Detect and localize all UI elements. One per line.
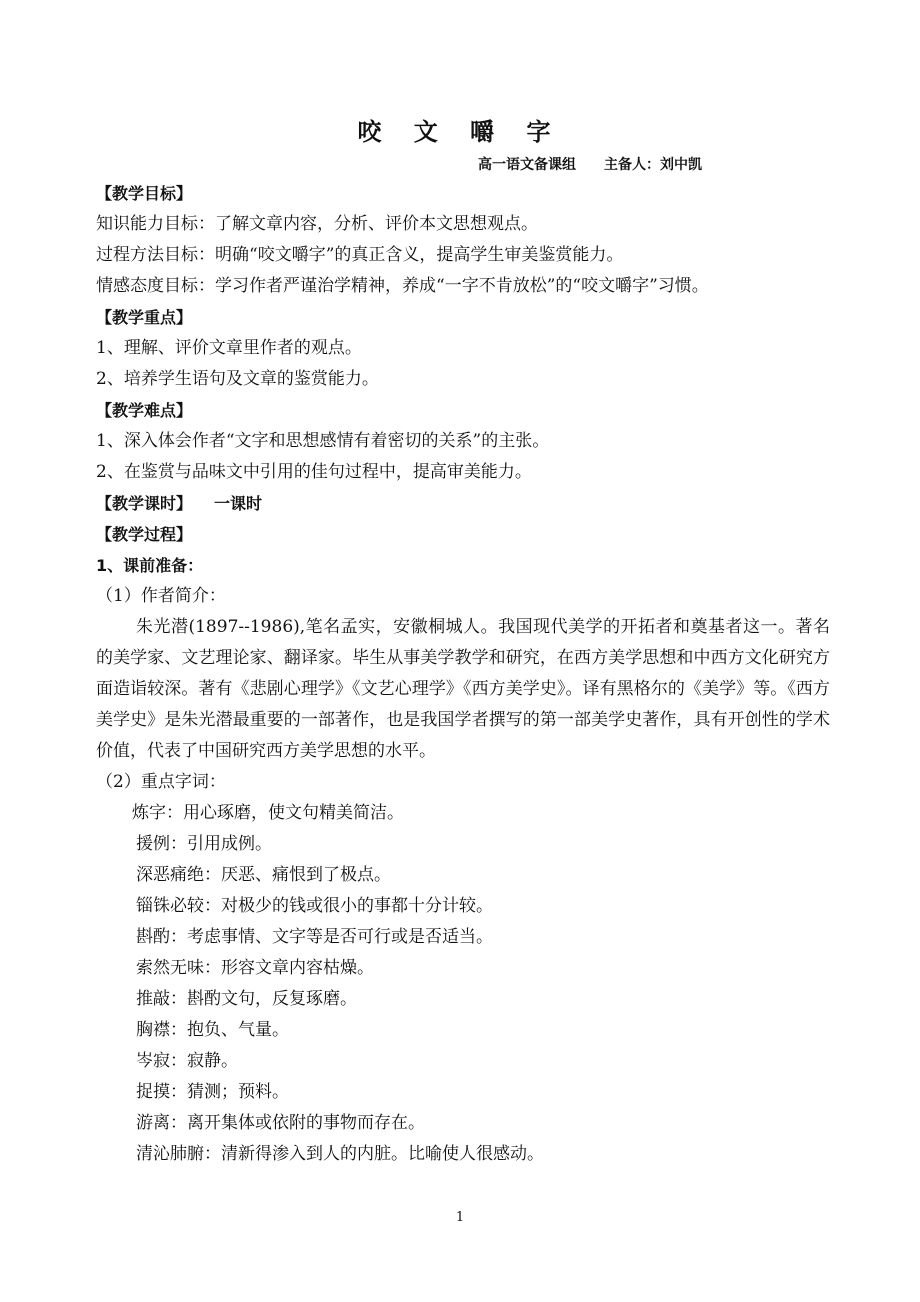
heading-difficulties: 【教学难点】 — [96, 401, 193, 420]
vocab-item: 深恶痛绝：厌恶、痛恨到了极点。 — [136, 865, 391, 885]
document-body — [96, 178, 830, 1170]
byline — [478, 154, 702, 174]
difficulty-item: 2、在鉴赏与品味文中引用的佳句过程中，提高审美能力。 — [96, 462, 532, 482]
byline-group: 高一语文备课组 — [478, 157, 576, 173]
objective-item: 知识能力目标：了解文章内容，分析、评价本文思想观点。 — [96, 214, 538, 234]
difficulty-item: 1、深入体会作者“文字和思想感情有着密切的关系”的主张。 — [96, 431, 550, 451]
vocab-item: 清沁肺腑：清新得渗入到人的内脏。比喻使人很感动。 — [136, 1144, 544, 1164]
vocab-item: 斟酌：考虑事情、文字等是否可行或是否适当。 — [136, 927, 493, 947]
hours-value: 一课时 — [214, 494, 263, 513]
key-point-item: 1、理解、评价文章里作者的观点。 — [96, 338, 362, 358]
heading-key-points: 【教学重点】 — [96, 308, 193, 327]
author-intro-paragraph: 朱光潜(1897--1986),笔名孟实，安徽桐城人。我国现代美学的开拓者和奠基者这一。著名的美学家、文艺理论家、翻译家。毕生从事美学教学和研究，在西方美学思想和中西方文化研究方面造诣较深。著有《悲剧心理学》《文艺心理学》《西方美学史》。译有黑格尔的《美学》等。《西方美学史》是朱光潜最重要的一部著作，也是我国学者撰写的第一部美学史著作，具有开创性的学术价值，代表了中国研究西方美学思想的水平。 — [96, 617, 830, 761]
vocab-item: 锱铢必较：对极少的钱或很小的事都十分计较。 — [136, 896, 493, 916]
heading-process: 【教学过程】 — [96, 525, 193, 544]
hours-label: 【教学课时】 — [96, 494, 193, 513]
process-step-1: 1、课前准备： — [96, 556, 204, 575]
byline-preparer: 主备人：刘中凯 — [604, 157, 702, 173]
heading-objectives: 【教学目标】 — [96, 184, 193, 203]
page-number: 1 — [455, 1210, 465, 1225]
key-point-item: 2、培养学生语句及文章的鉴赏能力。 — [96, 369, 379, 389]
vocab-item: 推敲：斟酌文句，反复琢磨。 — [136, 989, 357, 1009]
vocab-item: 捉摸：猜测；预料。 — [136, 1082, 289, 1102]
objective-item: 过程方法目标：明确“咬文嚼字”的真正含义，提高学生审美鉴赏能力。 — [96, 245, 624, 265]
vocab-item: 炼字：用心琢磨，使文句精美简洁。 — [132, 803, 404, 823]
vocab-item: 索然无味：形容文章内容枯燥。 — [136, 958, 374, 978]
vocab-item: 援例：引用成例。 — [136, 834, 272, 854]
objective-item: 情感态度目标：学习作者严谨治学精神，养成“一字不肯放松”的“咬文嚼字”习惯。 — [96, 276, 709, 296]
author-intro-label: （1）作者简介： — [96, 586, 226, 606]
document-title: 咬 文 嚼 字 — [357, 118, 563, 146]
vocab-item: 岑寂：寂静。 — [136, 1051, 238, 1071]
vocab-item: 胸襟：抱负、气量。 — [136, 1020, 289, 1040]
vocab-label: （2）重点字词： — [96, 772, 226, 792]
vocab-item: 游离：离开集体或依附的事物而存在。 — [136, 1113, 425, 1133]
heading-hours — [96, 488, 830, 519]
